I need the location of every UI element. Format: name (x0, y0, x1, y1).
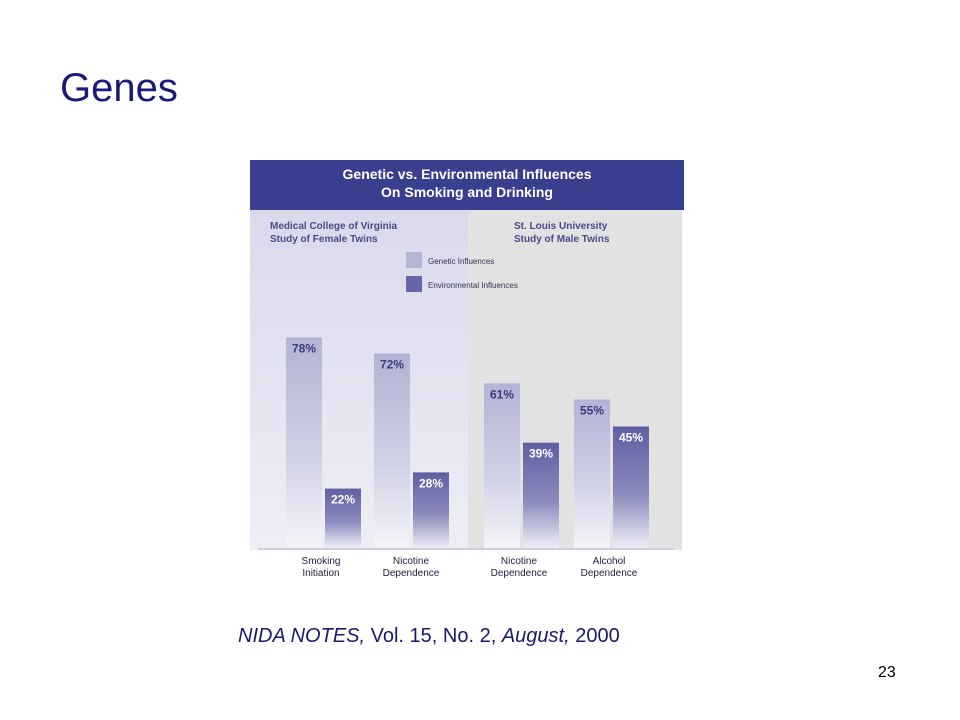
bar-genetic-3 (574, 400, 610, 549)
bar-environmental-3 (613, 427, 649, 549)
category-label-2-line-1: Dependence (490, 568, 548, 579)
data-label-genetic-1: 72% (379, 357, 405, 372)
legend-label-1: Environmental Influences (428, 281, 518, 290)
data-label-genetic-2: 61% (489, 387, 515, 402)
chart-title-line-2: On Smoking and Drinking (381, 184, 553, 200)
legend-swatch-0 (406, 252, 422, 268)
bar-genetic-2 (484, 383, 520, 548)
citation-volume: Vol. 15, No. 2, (365, 625, 502, 647)
legend-label-0: Genetic Influences (428, 257, 495, 266)
citation-journal: NIDA NOTES, (238, 625, 366, 647)
group-label-1-line-0: St. Louis University (514, 221, 608, 232)
data-label-environmental-3: 45% (618, 430, 644, 445)
group-label-1-line-1: Study of Male Twins (514, 234, 610, 245)
citation-year: 2000 (569, 625, 620, 647)
chart-figure (248, 160, 686, 592)
slide-title: Genes (60, 66, 178, 110)
data-label-environmental-1: 28% (418, 476, 444, 491)
citation (238, 625, 620, 648)
legend-swatch-1 (406, 276, 422, 292)
category-label-1-line-1: Dependence (382, 568, 440, 579)
data-label-genetic-0: 78% (291, 341, 317, 356)
data-label-environmental-2: 39% (528, 446, 554, 461)
category-label-2-line-0: Nicotine (500, 556, 538, 567)
group-label-0-line-0: Medical College of Virginia (270, 221, 398, 232)
page-number: 23 (878, 664, 896, 681)
bar-genetic-0 (286, 337, 322, 548)
chart-baseline (258, 548, 674, 550)
bar-genetic-1 (374, 354, 410, 548)
category-label-3-line-1: Dependence (580, 568, 638, 579)
chart-title-line-1: Genetic vs. Environmental Influences (342, 166, 592, 182)
category-label-0-line-0: Smoking (301, 556, 341, 567)
chart-svg (248, 160, 686, 592)
group-label-0-line-1: Study of Female Twins (270, 234, 378, 245)
citation-month: August, (501, 625, 570, 647)
data-label-environmental-0: 22% (330, 492, 356, 507)
category-label-0-line-1: Initiation (302, 568, 340, 579)
data-label-genetic-3: 55% (579, 403, 605, 418)
category-label-1-line-0: Nicotine (392, 556, 430, 567)
category-label-3-line-0: Alcohol (592, 556, 626, 567)
